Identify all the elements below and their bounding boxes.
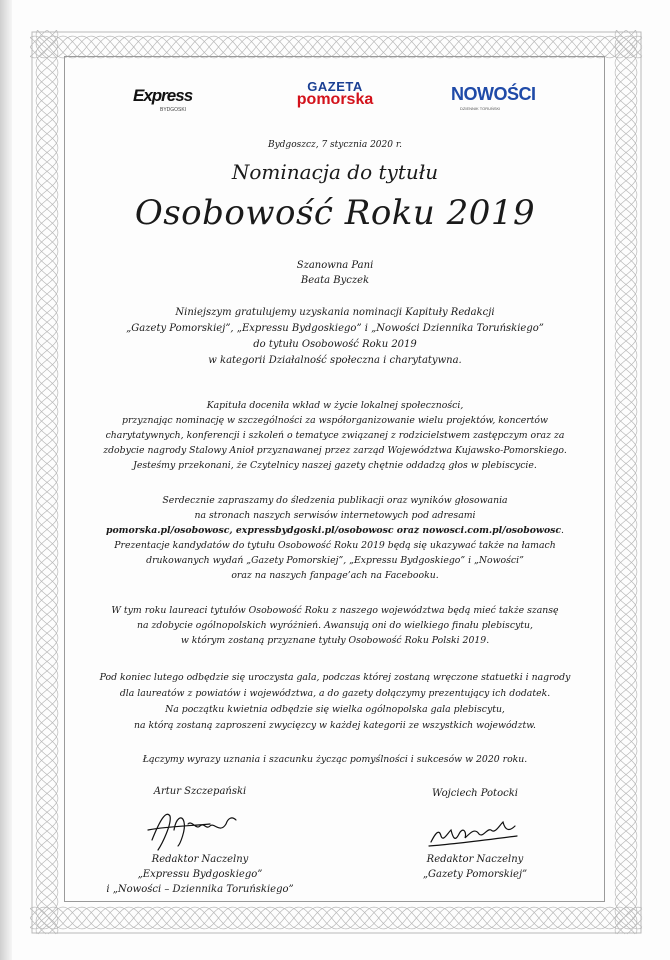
invitation-paragraph [0,493,670,583]
right-signatory-name: Wojciech Potocki [432,788,518,799]
document-heading: Nominacja do tytułu [231,160,439,184]
text-line: Pod koniec lutego odbędzie się uroczysta gala, podczas której zostaną wręczone statuetki i nagrody [99,672,571,683]
text-line: W tym roku laureaci tytułów Osobowość Roku z naszego województwa będą mieć także szansę [111,605,559,616]
text-line: zdobycie nagrody Stalowy Anioł przyznawanej przez zarząd Województwa Kujawsko-Pomorskiego. [103,445,567,456]
closing-line: Łączymy wyrazy uznania i szacunku życząc pomyślności i sukcesów w 2020 roku. [142,754,528,765]
gala-paragraph [0,670,670,734]
congratulation-paragraph [0,305,670,369]
gazeta-logo-line1: GAZETA [307,79,363,94]
national-finals-paragraph [0,603,670,648]
text-line: w kategorii Działalność społeczna i charytatywna. [208,355,462,366]
left-signatory-name: Artur Szczepański [153,786,247,797]
nowosci-logo: NOWOŚCI [451,84,536,104]
website-addresses [0,523,670,538]
document-title: Osobowość Roku 2019 [134,193,536,233]
text-line: oraz na naszych fanpage’ach na Facebooku. [231,570,439,581]
gazeta-logo-line2: pomorska [296,91,374,108]
gazeta-pomorska-logo [280,80,390,106]
signatory-role: Redaktor Naczelny [426,854,524,865]
text-line: w którym zostaną przyznane tytuły Osobowość Roku Polski 2019. [180,635,490,646]
text-line: na którą zostaną zaproszeni zwycięzcy w każdej kategorii ze wszystkich województw. [133,720,537,731]
salutation [0,258,670,288]
website-urls: pomorska.pl/osobowosc, expressbydgoski.pl/osobowosc oraz nowosci.com.pl/osobowosc [105,525,562,536]
text-line: Na początku kwietnia odbędzie się wielka ogólnopolska gala plebiscytu, [165,704,505,715]
text-line: Jesteśmy przekonani, że Czytelnicy naszej gazety chętnie oddadzą głos w plebiscycie. [133,460,537,471]
text-line: przyznając nominację w szczególności za współorganizowanie wielu projektów, koncertów [122,415,548,426]
right-signatory-title [390,852,560,882]
text-line: Niniejszym gratulujemy uzyskania nominacji Kapituły Redakcji [175,307,495,318]
right-handwritten-signature [425,808,525,853]
signatory-organization: „Gazety Pomorskiej” [422,869,528,880]
signatory-organization: „Expressu Bydgoskiego” [137,869,263,880]
text-line: dla laureatów z powiatów i województwa, a do gazety dołączymy prezentujący ich dodatek. [119,688,551,699]
punctuation: . [561,525,565,536]
text-line: Prezentacje kandydatów do tytułu Osobowość Roku 2019 będą się ukazywać także na łamach [114,540,556,551]
express-bydgoski-logo: Express [133,86,193,105]
chapter-appreciation-paragraph [0,398,670,473]
text-line: Serdecznie zapraszamy do śledzenia publikacji oraz wyników głosowania [162,495,508,506]
signatory-organization: i „Nowości – Dziennika Toruńskiego” [106,884,294,895]
document-date: Bydgoszcz, 7 stycznia 2020 r. [267,140,403,150]
text-line: drukowanych wydań „Gazety Pomorskiej”, „Expressu Bydgoskiego” i „Nowości” [146,555,524,566]
text-line: „Gazety Pomorskiej”, „Expressu Bydgoskiego” i „Nowości Dziennika Toruńskiego” [126,323,544,334]
publisher-logos [0,80,670,120]
text-line: na stronach naszych serwisów internetowych pod adresami [194,510,476,521]
text-line: charytatywnych, konferencji i szkoleń o tematyce związanej z rodzicielstwem zastępczym oraz za [105,430,565,441]
left-handwritten-signature [140,800,250,855]
salutation-line: Szanowna Pani [296,260,374,271]
express-logo-subtitle: BYDGOSKI [160,107,187,113]
text-line: do tytułu Osobowość Roku 2019 [253,339,417,350]
recipient-name: Beata Byczek [300,275,370,286]
signatory-role: Redaktor Naczelny [151,854,249,865]
left-signatory-title [95,852,305,897]
text-line: Kapituła doceniła wkład w życie lokalnej społeczności, [206,400,464,411]
text-line: na zdobycie ogólnopolskich wyróżnień. Awansują oni do wielkiego finału plebiscytu, [137,620,533,631]
nowosci-logo-subtitle: DZIENNIK TORUŃSKI [460,106,501,111]
